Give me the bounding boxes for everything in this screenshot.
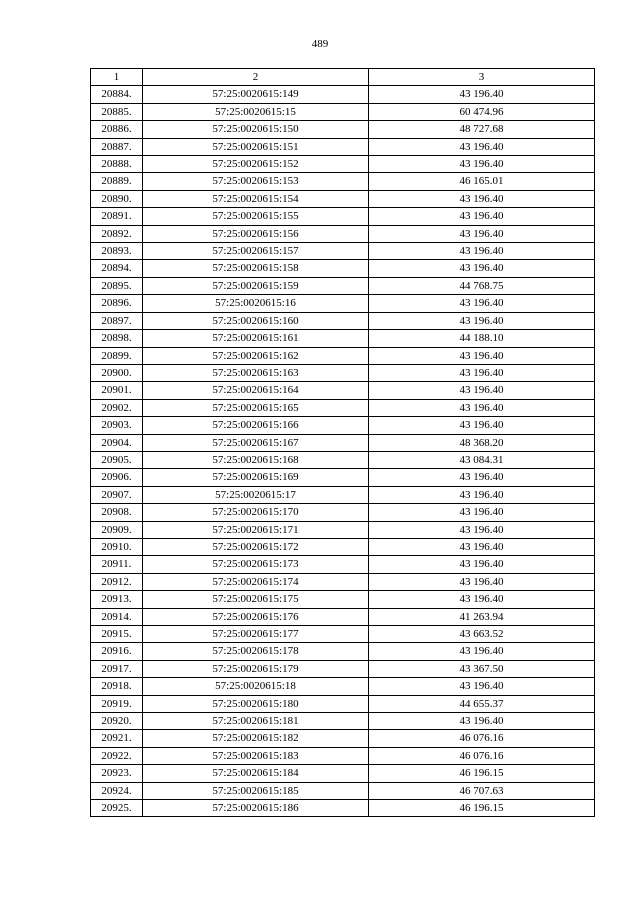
cadastral-number-cell: 57:25:0020615:158 — [143, 260, 369, 277]
cadastral-number-cell: 57:25:0020615:170 — [143, 504, 369, 521]
value-cell: 44 188.10 — [369, 330, 595, 347]
value-cell: 43 196.40 — [369, 382, 595, 399]
table-row — [91, 121, 595, 138]
row-number-cell: 20916. — [91, 643, 143, 660]
table-row — [91, 538, 595, 555]
row-number-cell: 20901. — [91, 382, 143, 399]
row-number-cell: 20906. — [91, 469, 143, 486]
value-cell: 43 196.40 — [369, 364, 595, 381]
table-row — [91, 504, 595, 521]
cadastral-number-cell: 57:25:0020615:171 — [143, 521, 369, 538]
row-number-cell: 20895. — [91, 277, 143, 294]
cadastral-number-cell: 57:25:0020615:168 — [143, 451, 369, 468]
value-cell: 43 196.40 — [369, 678, 595, 695]
table-row — [91, 730, 595, 747]
value-cell: 43 196.40 — [369, 538, 595, 555]
table-row — [91, 434, 595, 451]
row-number-cell: 20885. — [91, 103, 143, 120]
row-number-cell: 20898. — [91, 330, 143, 347]
table-row — [91, 782, 595, 799]
cadastral-number-cell: 57:25:0020615:172 — [143, 538, 369, 555]
cadastral-number-cell: 57:25:0020615:166 — [143, 417, 369, 434]
cadastral-number-cell: 57:25:0020615:186 — [143, 800, 369, 817]
table-row — [91, 312, 595, 329]
table-row — [91, 399, 595, 416]
row-number-cell: 20891. — [91, 208, 143, 225]
cadastral-number-cell: 57:25:0020615:15 — [143, 103, 369, 120]
row-number-cell: 20886. — [91, 121, 143, 138]
cadastral-number-cell: 57:25:0020615:184 — [143, 765, 369, 782]
cadastral-number-cell: 57:25:0020615:169 — [143, 469, 369, 486]
table-row — [91, 260, 595, 277]
row-number-cell: 20889. — [91, 173, 143, 190]
table-row — [91, 608, 595, 625]
table-row — [91, 800, 595, 817]
value-cell: 43 196.40 — [369, 591, 595, 608]
table-row — [91, 486, 595, 503]
cadastral-number-cell: 57:25:0020615:175 — [143, 591, 369, 608]
value-cell: 43 196.40 — [369, 312, 595, 329]
table-row — [91, 156, 595, 173]
row-number-cell: 20913. — [91, 591, 143, 608]
value-cell: 43 196.40 — [369, 504, 595, 521]
table-row — [91, 556, 595, 573]
column-header: 2 — [143, 69, 369, 86]
cadastral-number-cell: 57:25:0020615:159 — [143, 277, 369, 294]
row-number-cell: 20900. — [91, 364, 143, 381]
value-cell: 43 196.40 — [369, 156, 595, 173]
value-cell: 46 165.01 — [369, 173, 595, 190]
row-number-cell: 20908. — [91, 504, 143, 521]
value-cell: 46 076.16 — [369, 747, 595, 764]
table-row — [91, 225, 595, 242]
table-row — [91, 451, 595, 468]
cadastral-number-cell: 57:25:0020615:167 — [143, 434, 369, 451]
value-cell: 46 076.16 — [369, 730, 595, 747]
cadastral-number-cell: 57:25:0020615:164 — [143, 382, 369, 399]
cadastral-number-cell: 57:25:0020615:151 — [143, 138, 369, 155]
value-cell: 46 196.15 — [369, 800, 595, 817]
cadastral-number-cell: 57:25:0020615:182 — [143, 730, 369, 747]
table-row — [91, 713, 595, 730]
cadastral-number-cell: 57:25:0020615:149 — [143, 86, 369, 103]
row-number-cell: 20902. — [91, 399, 143, 416]
cadastral-number-cell: 57:25:0020615:177 — [143, 626, 369, 643]
row-number-cell: 20905. — [91, 451, 143, 468]
row-number-cell: 20893. — [91, 243, 143, 260]
row-number-cell: 20896. — [91, 295, 143, 312]
row-number-cell: 20922. — [91, 747, 143, 764]
value-cell: 44 768.75 — [369, 277, 595, 294]
row-number-cell: 20923. — [91, 765, 143, 782]
cadastral-number-cell: 57:25:0020615:180 — [143, 695, 369, 712]
row-number-cell: 20919. — [91, 695, 143, 712]
value-cell: 43 196.40 — [369, 643, 595, 660]
value-cell: 43 196.40 — [369, 190, 595, 207]
cadastral-number-cell: 57:25:0020615:154 — [143, 190, 369, 207]
cadastral-number-cell: 57:25:0020615:16 — [143, 295, 369, 312]
column-header: 3 — [369, 69, 595, 86]
row-number-cell: 20924. — [91, 782, 143, 799]
table-row — [91, 330, 595, 347]
row-number-cell: 20910. — [91, 538, 143, 555]
cadastral-number-cell: 57:25:0020615:173 — [143, 556, 369, 573]
cadastral-number-cell: 57:25:0020615:162 — [143, 347, 369, 364]
value-cell: 43 196.40 — [369, 573, 595, 590]
value-cell: 43 196.40 — [369, 469, 595, 486]
cadastral-number-cell: 57:25:0020615:174 — [143, 573, 369, 590]
cadastral-number-cell: 57:25:0020615:160 — [143, 312, 369, 329]
row-number-cell: 20899. — [91, 347, 143, 364]
row-number-cell: 20914. — [91, 608, 143, 625]
value-cell: 43 196.40 — [369, 521, 595, 538]
value-cell: 43 196.40 — [369, 138, 595, 155]
row-number-cell: 20904. — [91, 434, 143, 451]
cadastral-number-cell: 57:25:0020615:163 — [143, 364, 369, 381]
table-row — [91, 417, 595, 434]
table-row — [91, 103, 595, 120]
row-number-cell: 20887. — [91, 138, 143, 155]
table-row — [91, 243, 595, 260]
value-cell: 44 655.37 — [369, 695, 595, 712]
row-number-cell: 20894. — [91, 260, 143, 277]
table-row — [91, 86, 595, 103]
row-number-cell: 20925. — [91, 800, 143, 817]
table-row — [91, 660, 595, 677]
table-row — [91, 347, 595, 364]
row-number-cell: 20920. — [91, 713, 143, 730]
table-row — [91, 173, 595, 190]
table-row — [91, 295, 595, 312]
table-row — [91, 765, 595, 782]
cadastral-number-cell: 57:25:0020615:150 — [143, 121, 369, 138]
table-row — [91, 695, 595, 712]
value-cell: 43 196.40 — [369, 347, 595, 364]
value-cell: 43 196.40 — [369, 86, 595, 103]
row-number-cell: 20912. — [91, 573, 143, 590]
row-number-cell: 20903. — [91, 417, 143, 434]
table-row — [91, 208, 595, 225]
row-number-cell: 20915. — [91, 626, 143, 643]
row-number-cell: 20921. — [91, 730, 143, 747]
value-cell: 43 367.50 — [369, 660, 595, 677]
cadastral-number-cell: 57:25:0020615:185 — [143, 782, 369, 799]
value-cell: 43 196.40 — [369, 243, 595, 260]
cadastral-number-cell: 57:25:0020615:165 — [143, 399, 369, 416]
value-cell: 60 474.96 — [369, 103, 595, 120]
cadastral-number-cell: 57:25:0020615:152 — [143, 156, 369, 173]
table-row — [91, 190, 595, 207]
value-cell: 41 263.94 — [369, 608, 595, 625]
row-number-cell: 20917. — [91, 660, 143, 677]
value-cell: 43 196.40 — [369, 208, 595, 225]
row-number-cell: 20888. — [91, 156, 143, 173]
table-row — [91, 521, 595, 538]
table-row — [91, 469, 595, 486]
value-cell: 48 727.68 — [369, 121, 595, 138]
value-cell: 43 196.40 — [369, 556, 595, 573]
cadastral-number-cell: 57:25:0020615:181 — [143, 713, 369, 730]
value-cell: 43 196.40 — [369, 417, 595, 434]
value-cell: 43 196.40 — [369, 486, 595, 503]
row-number-cell: 20884. — [91, 86, 143, 103]
row-number-cell: 20892. — [91, 225, 143, 242]
table-row — [91, 138, 595, 155]
value-cell: 48 368.20 — [369, 434, 595, 451]
table-row — [91, 747, 595, 764]
value-cell: 46 196.15 — [369, 765, 595, 782]
cadastral-number-cell: 57:25:0020615:178 — [143, 643, 369, 660]
cadastral-number-cell: 57:25:0020615:156 — [143, 225, 369, 242]
cadastral-number-cell: 57:25:0020615:176 — [143, 608, 369, 625]
table-row — [91, 382, 595, 399]
row-number-cell: 20890. — [91, 190, 143, 207]
value-cell: 43 196.40 — [369, 295, 595, 312]
data-table — [90, 68, 595, 817]
table-row — [91, 277, 595, 294]
row-number-cell: 20897. — [91, 312, 143, 329]
page-number: 489 — [311, 38, 329, 50]
table-row — [91, 678, 595, 695]
table-header-row — [91, 69, 595, 86]
cadastral-number-cell: 57:25:0020615:179 — [143, 660, 369, 677]
table-row — [91, 591, 595, 608]
table-row — [91, 626, 595, 643]
value-cell: 43 196.40 — [369, 260, 595, 277]
cadastral-number-cell: 57:25:0020615:18 — [143, 678, 369, 695]
column-header: 1 — [91, 69, 143, 86]
cadastral-number-cell: 57:25:0020615:183 — [143, 747, 369, 764]
table-row — [91, 643, 595, 660]
value-cell: 43 196.40 — [369, 399, 595, 416]
cadastral-number-cell: 57:25:0020615:153 — [143, 173, 369, 190]
row-number-cell: 20918. — [91, 678, 143, 695]
cadastral-number-cell: 57:25:0020615:17 — [143, 486, 369, 503]
cadastral-number-cell: 57:25:0020615:161 — [143, 330, 369, 347]
value-cell: 43 663.52 — [369, 626, 595, 643]
value-cell: 43 196.40 — [369, 225, 595, 242]
cadastral-number-cell: 57:25:0020615:155 — [143, 208, 369, 225]
table-body — [91, 86, 595, 817]
value-cell: 46 707.63 — [369, 782, 595, 799]
table-row — [91, 364, 595, 381]
row-number-cell: 20907. — [91, 486, 143, 503]
row-number-cell: 20911. — [91, 556, 143, 573]
table-row — [91, 573, 595, 590]
value-cell: 43 084.31 — [369, 451, 595, 468]
value-cell: 43 196.40 — [369, 713, 595, 730]
row-number-cell: 20909. — [91, 521, 143, 538]
cadastral-number-cell: 57:25:0020615:157 — [143, 243, 369, 260]
